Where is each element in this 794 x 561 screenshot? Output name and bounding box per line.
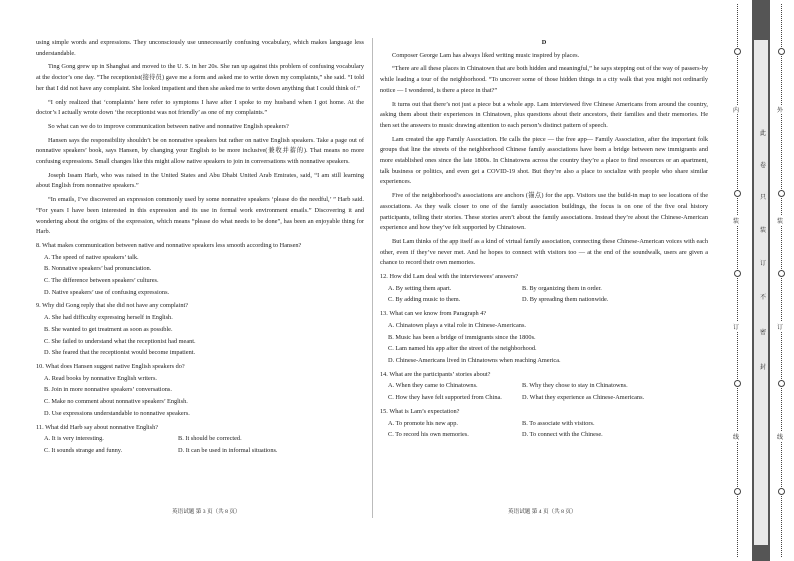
paragraph: Joseph Issam Harb, who was raised in the United States and Abu Dhabi United Arab Emirates, said, “I am still learning about English from nonnative speakers.” (36, 171, 364, 190)
circle-mark (734, 48, 741, 55)
question-8: 8. What makes communication between native and nonnative speakers less smooth according to Hansen? (36, 241, 302, 249)
page-footer-right: 英语试题 第 4 页（共 8 页） (508, 509, 577, 515)
option: A. To promote his new app. (388, 419, 458, 427)
question-10: 10. What does Hansen suggest native English speakers do? (36, 362, 185, 370)
paragraph: “I only realized that ‘complaints’ here refer to symptoms I have after I spoke to my husband when I got home. At the doctor’s I actually wrote down ‘the receptionist was not friendly’ as one of my complaints.” (36, 98, 364, 117)
option: C. The difference between speakers’ cultures. (44, 277, 159, 285)
question-15: 15. What is Lam’s expectation? (380, 407, 460, 415)
binding-label: 装 (777, 218, 784, 225)
option: B. By organizing them in order. (522, 284, 602, 292)
circle-mark (734, 380, 741, 387)
binding-strip (752, 0, 770, 561)
option-row (388, 430, 708, 441)
option: C. By adding music to them. (388, 296, 461, 304)
option: A. By setting them apart. (388, 284, 452, 292)
paragraph: Lam created the app Family Association. He calls the piece — the free app— Family Association, after the important folk groups that line the streets of the neighborhood Chinese family associations have been a bridge between new immigrants and more established ones since the late 1800s. In Chinatowns across the country they’re a place to find resources or an apartment, talk business or politics, and even get a COVID-19 shot. But they’re also a place to socialize with people who share similar experiences. (380, 135, 708, 186)
question-12: 12. How did Lam deal with the interviewees’ answers? (380, 273, 519, 281)
paragraph: But Lam thinks of the app itself as a kind of virtual family association, connecting these Chinese-American voices with each other, even if they’ve never met. And he hopes to connect with visitors too — at the end of the soundwalk, users are given a chance to record their own memories. (380, 237, 708, 267)
right-page (380, 38, 708, 442)
page-footer-left: 英语试题 第 3 页（共 8 页） (172, 509, 241, 515)
binding-label: 装 (733, 218, 740, 225)
binding-label: 内 (733, 107, 740, 114)
notice-char: 只 (760, 194, 767, 201)
circle-mark (778, 488, 785, 495)
paragraph: So what can we do to improve communication between native and nonnative English speakers? (48, 122, 289, 130)
option: D. What they experience as Chinese-Americans. (522, 394, 645, 402)
passage-title: D (541, 39, 547, 46)
option: B. It should be corrected. (178, 435, 242, 443)
paragraph: Ting Gong grew up in Shanghai and moved to the U. S. in her 20s. She ran up against this problem of confusing vocabulary at the doctor’s one day. “The receptionist(接待员) gave me a form and asked me to write down my complaints,” she said. “I told her that I did not have any complaint. She looked impatient and then she asked me to write down anything that I could think of.” (36, 63, 364, 92)
notice-char: 订 (760, 260, 767, 267)
circle-mark (734, 190, 741, 197)
circle-mark (734, 488, 741, 495)
option-row (388, 381, 708, 392)
circle-mark (778, 380, 785, 387)
binding-label: 线 (777, 434, 784, 441)
option-row (44, 446, 364, 457)
question-13: 13. What can we know from Paragraph 4? (380, 310, 487, 318)
option: D. She feared that the receptionist would become impatient. (44, 349, 196, 357)
paragraph: It turns out that there’s not just a piece but a whole app. Lam interviewed five Chinese Americans from around the country, asking them about their experiences in Chinatown, plus questions about their ancestors, their families and their memories. He then set the answers to music drawing attention to each person’s distinct pattern of speech. (380, 100, 708, 129)
option-row (388, 419, 708, 430)
inner-dotted-line (737, 4, 738, 557)
option: C. Lam named his app after the street of the neighborhood. (388, 345, 537, 353)
left-page (36, 38, 364, 458)
paragraph: using simple words and expressions. They unconsciously use unnecessarily confusing vocabulary, which makes language less understandable. (36, 39, 364, 57)
circle-mark (778, 270, 785, 277)
option: A. It is very interesting. (44, 435, 104, 443)
binding-label: 线 (733, 434, 740, 441)
paragraph: Hansen says the responsibility shouldn’t be on nonnative speakers but rather on native English speakers. Take a page out of nonnative speakers’ book, says Hansen, by changing your English to be more inclusive(兼收并蓄的). That means no more confusing expressions. Small changes like this might allow native speakers to join in conversations with nonnative speakers. (36, 136, 364, 166)
paragraph: Five of the neighborhood’s associations are anchors (锚点) for the app. Visitors use the build-in map to see locations of the associations. As they walk closer to one of the family association buildings, the focus is on one of the five oral history participants, telling their stories. These stories aren’t about the family associations. Instead they’re about the Chinese-American experience and how they’ve felt supported by Chinatown. (380, 192, 708, 232)
question-14: 14. What are the participants’ stories about? (380, 370, 491, 378)
notice-char: 卷 (760, 162, 767, 169)
notice-char: 密 (760, 329, 767, 336)
question-11: 11. What did Harb say about nonnative English? (36, 423, 159, 431)
circle-mark (734, 270, 741, 277)
binding-label: 外 (777, 107, 784, 114)
option: D. Chinese-Americans lived in Chinatowns when reaching America. (388, 356, 561, 364)
option-row (388, 284, 708, 295)
binding-label: 订 (777, 324, 784, 331)
notice-char: 此 (760, 130, 767, 137)
notice-char: 不 (760, 294, 767, 301)
option: A. She had difficulty expressing herself in English. (44, 314, 173, 322)
notice-char: 装 (760, 227, 767, 234)
option: B. Why they chose to stay in Chinatowns. (522, 382, 628, 390)
option-row (388, 295, 708, 306)
option: A. Read books by nonnative English writers. (44, 374, 157, 382)
option: B. To associate with visitors. (522, 419, 595, 427)
option: D. Use expressions understandable to nonnative speakers. (44, 409, 190, 417)
option: C. It sounds strange and funny. (44, 446, 123, 454)
option: A. Chinatown plays a vital role in Chinese-Americans. (388, 321, 526, 329)
column-divider (372, 38, 373, 518)
option: C. How they have felt supported from China. (388, 394, 502, 402)
option: B. Join in more nonnative speakers’ conversations. (44, 386, 172, 394)
paragraph: “In emails, I’ve discovered an expression commonly used by some nonnative speakers ‘please do the needful,’ ” Harb said. “For years I have been interested in this expression and its use in formal work environment emails.” Discovering it and wondering about the origins of the expression, which means “please do what needs to be done”, has been an enjoyable thing for Harb. (36, 196, 364, 236)
outer-dotted-line (781, 4, 782, 557)
paragraph: “There are all these places in Chinatown that are both hidden and meaningful,” he says stepping out of the way of passers-by while leading a tour of the neighborhood. “To uncover some of those hidden things in a city walk that you might not ordinarily notice — I wondered, is there a piece in that?” (380, 65, 708, 94)
option: A. When they came to Chinatowns. (388, 382, 478, 390)
option: D. It can be used in informal situations. (178, 446, 278, 454)
option: B. She wanted to get treatment as soon as possible. (44, 325, 173, 333)
option: C. Make no comment about nonnative speakers’ English. (44, 398, 188, 406)
binding-label: 订 (733, 324, 740, 331)
notice-char: 封 (760, 364, 767, 371)
option: D. Native speakers’ use of confusing expressions. (44, 288, 170, 296)
circle-mark (778, 190, 785, 197)
option-row (44, 434, 364, 445)
option: B. Music has been a bridge of immigrants since the 1800s. (388, 333, 536, 341)
option: B. Nonnative speakers’ bad pronunciation. (44, 265, 152, 273)
option: D. To connect with the Chinese. (522, 431, 603, 439)
option: D. By spreading them nationwide. (522, 296, 609, 304)
option: C. She failed to understand what the receptionist had meant. (44, 337, 196, 345)
paragraph: Composer George Lam has always liked writing music inspired by places. (392, 51, 580, 59)
option: A. The speed of native speakers’ talk. (44, 253, 139, 261)
option-row (388, 393, 708, 404)
option: C. To record his own memories. (388, 431, 469, 439)
question-9: 9. Why did Gong reply that she did not have any complaint? (36, 302, 189, 310)
circle-mark (778, 48, 785, 55)
